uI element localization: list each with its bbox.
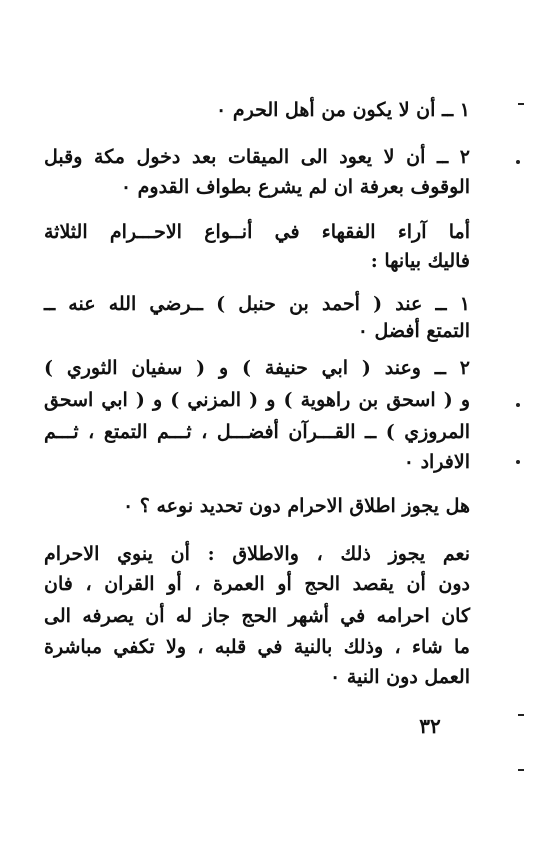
opinion-line-3: ٢ ــ وعند ( ابي حنيفة ) و ( سفيان الثوري ) xyxy=(44,357,470,379)
answer-line-2: دون أن يقصد الحج أو العمرة ، أو القران ، فان xyxy=(44,573,470,595)
answer-line-4: ما شاء ، وذلك بالنية في قلبه ، ولا تكفي مباشرة xyxy=(44,636,470,658)
answer-line-3: كان احرامه في أشهر الحج جاز له أن يصرفه الى xyxy=(44,605,470,627)
question-heading: هل يجوز اطلاق الاحرام دون تحديد نوعه ؟ ٠ xyxy=(122,495,470,517)
scan-mark xyxy=(518,714,524,716)
answer-line-1: نعم يجوز ذلك ، والاطلاق : أن ينوي الاحرام xyxy=(44,543,470,565)
intro-line-1: أما آراء الفقهاء في أنــواع الاحـــرام الثلاثة xyxy=(44,221,470,243)
opinion-line-6: الافراد ٠ xyxy=(403,451,470,473)
answer-line-5: العمل دون النية ٠ xyxy=(330,666,470,688)
condition-line-3: الوقوف بعرفة ان لم يشرع بطواف القدوم ٠ xyxy=(120,176,470,198)
condition-line-1: ١ ــ أن لا يكون من أهل الحرم ٠ xyxy=(215,99,470,121)
page-number: ٣٢ xyxy=(419,714,441,738)
intro-line-2: فاليك بيانها : xyxy=(370,250,470,272)
scan-mark xyxy=(516,460,520,464)
opinion-line-1: ١ ــ عند ( أحمد بن حنبل ) ــرضي الله عنه ــ xyxy=(44,293,470,315)
opinion-line-2: التمتع أفضل ٠ xyxy=(357,320,470,342)
opinion-line-4: و ( اسحق بن راهوية ) و ( المزني ) و ( ابي اسحق xyxy=(44,389,470,411)
scan-mark xyxy=(518,769,524,771)
scan-mark xyxy=(516,403,520,407)
opinion-line-5: المروزي ) ــ القـــرآن أفضـــل ، ثـــم التمتع ، ثـــم xyxy=(44,421,470,443)
scan-mark xyxy=(516,160,520,164)
scan-mark xyxy=(518,103,524,105)
condition-line-2: ٢ ــ أن لا يعود الى الميقات بعد دخول مكة وقبل xyxy=(44,146,470,168)
